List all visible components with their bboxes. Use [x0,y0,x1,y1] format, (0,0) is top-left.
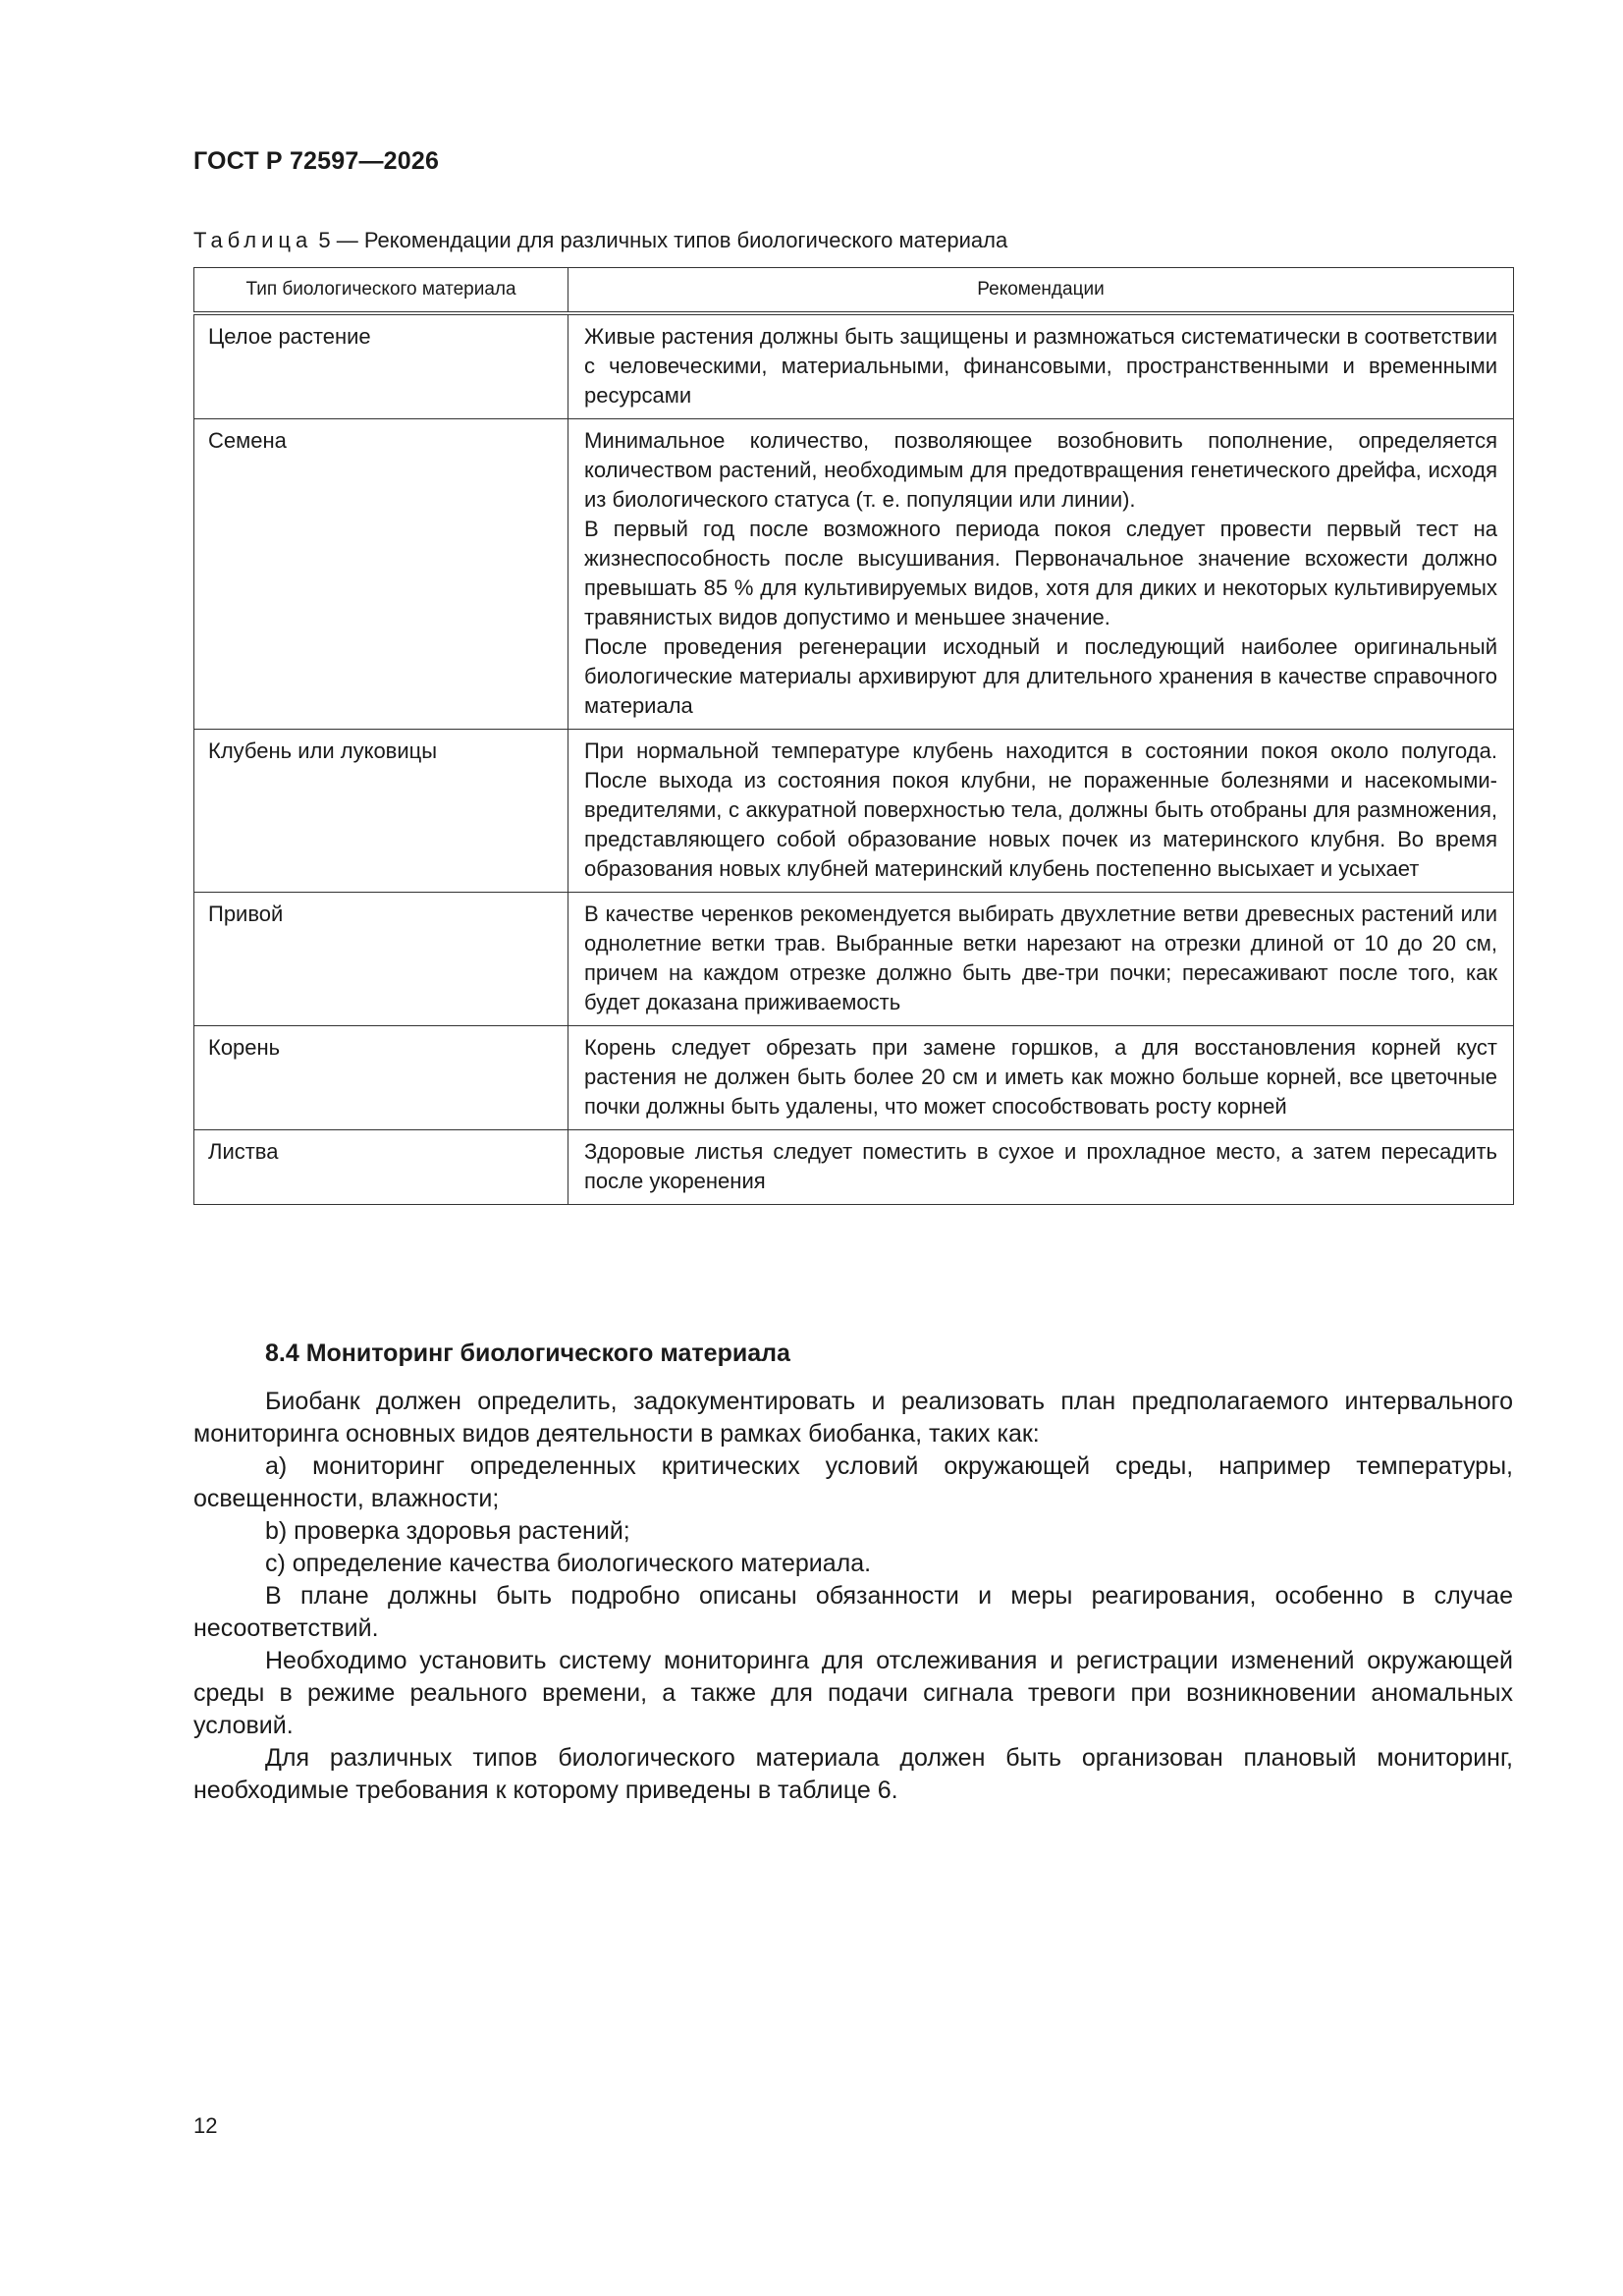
recommendation-paragraph: Минимальное количество, позволяющее возобновить пополнение, определяется количеством растений, необходимым для предотвращения генетического дрейфа, исходя из биологического статуса (т. е. популяции или линии). [584,428,1497,512]
table-caption-label: Таблица [193,228,313,252]
table-row [194,313,1514,419]
section-title: 8.4 Мониторинг биологического материала [265,1339,790,1367]
material-type-cell: Семена [194,419,568,730]
recommendation-cell: Здоровые листья следует поместить в сухое и прохладное место, а затем пересадить после укоренения [568,1130,1514,1205]
section-paragraph: Биобанк должен определить, задокументировать и реализовать план предполагаемого интервального мониторинга основных видов деятельности в рамках биобанка, таких как: [193,1388,1513,1448]
table-caption [193,228,1007,253]
material-type-cell: Привой [194,893,568,1026]
table-caption-text: 5 — Рекомендации для различных типов биологического материала [312,228,1008,252]
recommendation-cell: Живые растения должны быть защищены и размножаться систематически в соответствии с человеческими, материальными, финансовыми, пространственными и временными ресурсами [568,313,1514,419]
recommendations-table [193,267,1514,1205]
table-header-row [194,268,1514,314]
section-monitoring [193,1338,1513,1807]
column-header-type: Тип биологического материала [194,268,568,314]
column-header-recommendations: Рекомендации [568,268,1514,314]
recommendation-paragraph: После проведения регенерации исходный и последующий наиболее оригинальный биологические материалы архивируют для длительного хранения в качестве справочного материала [584,634,1497,718]
page-number: 12 [193,2113,218,2138]
material-type-cell: Корень [194,1026,568,1130]
list-item: b) проверка здоровья растений; [265,1517,630,1545]
recommendation-cell: Корень следует обрезать при замене горшков, а для восстановления корней куст растения не должен быть более 20 см и иметь как можно больше корней, все цветочные почки должны быть удалены, что может способствовать росту корней [568,1026,1514,1130]
recommendation-cell: При нормальной температуре клубень находится в состоянии покоя около полугода. После выхода из состояния покоя клубни, не пораженные болезнями и насекомыми-вредителями, с аккуратной поверхностью тела, должны быть отобраны для размножения, представляющего собой образование новых почек из материнского клубня. Во время образования новых клубней материнский клубень постепенно высыхает и усыхает [568,730,1514,893]
section-paragraph: В плане должны быть подробно описаны обязанности и меры реагирования, особенно в случае несоответствий. [193,1582,1513,1642]
table-row [194,893,1514,1026]
table-row [194,1026,1514,1130]
section-paragraph: Необходимо установить систему мониторинга для отслеживания и регистрации изменений окружающей среды в режиме реального времени, а также для подачи сигнала тревоги при возникновении аномальных условий. [193,1647,1513,1739]
material-type-cell: Клубень или луковицы [194,730,568,893]
recommendation-paragraph: В первый год после возможного периода покоя следует провести первый тест на жизнеспособность после высушивания. Первоначальное значение всхожести должно превышать 85 % для культивируемых видов, хотя для диких и некоторых культивируемых травянистых видов допустимо и меньшее значение. [584,517,1497,629]
recommendation-cell [568,419,1514,730]
list-item: a) мониторинг определенных критических условий окружающей среды, например температуры, освещенности, влажности; [193,1452,1513,1512]
recommendation-cell: В качестве черенков рекомендуется выбирать двухлетние ветви древесных растений или однолетние ветки трав. Выбранные ветки нарезают на отрезки длиной от 10 до 20 см, причем на каждом отрезке должно быть две-три почки; пересаживают после того, как будет доказана приживаемость [568,893,1514,1026]
table-row [194,419,1514,730]
document-header: ГОСТ Р 72597—2026 [193,147,440,175]
section-paragraph: Для различных типов биологического материала должен быть организован плановый мониторинг, необходимые требования к которому приведены в таблице 6. [193,1744,1513,1804]
list-item: c) определение качества биологического материала. [265,1550,872,1577]
table-row [194,1130,1514,1205]
material-type-cell: Листва [194,1130,568,1205]
material-type-cell: Целое растение [194,313,568,419]
table-row [194,730,1514,893]
